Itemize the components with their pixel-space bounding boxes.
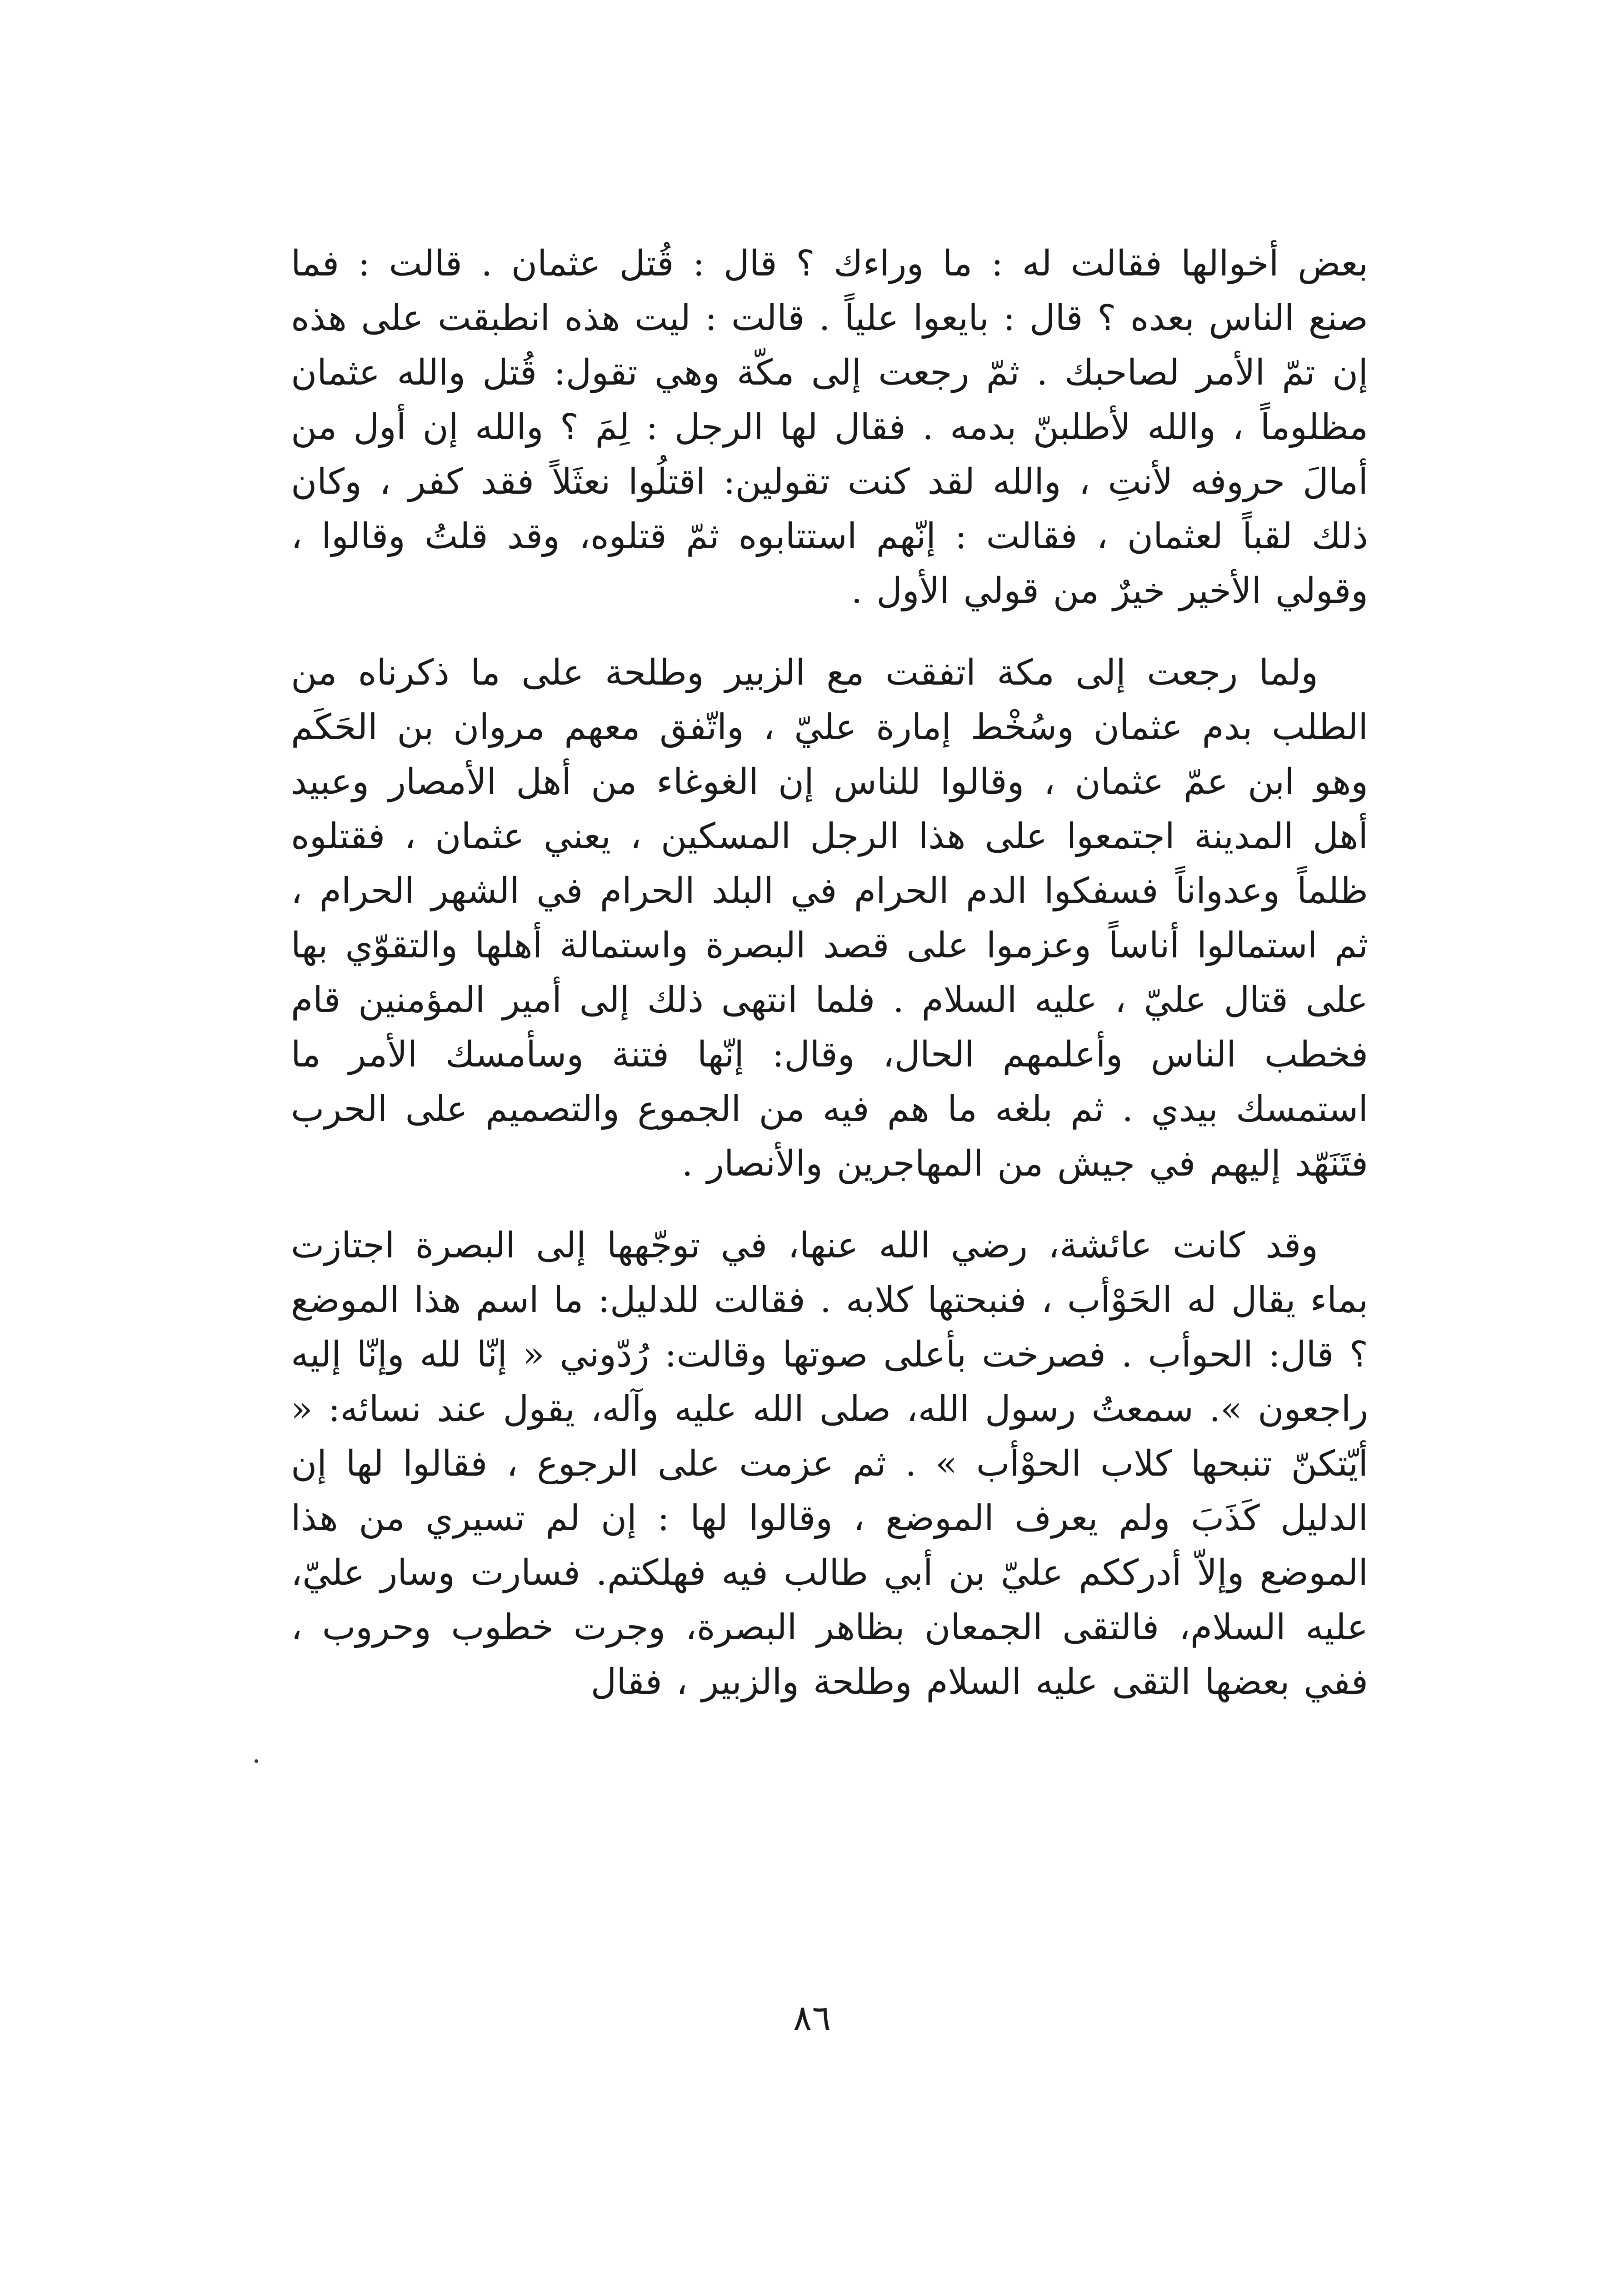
scan-speck (255, 1759, 258, 1763)
paragraph-1: بعض أخوالها فقالت له : ما وراءك ؟ قال : قُتل عثمان . قالت : فما صنع الناس بعده ؟ قال : بايعوا علياً . قالت : ليت هذه انطبقت على هذه إن تمّ الأمر لصاحبك . ثمّ رجعت إلى مكّة وهي تقول: قُتل والله عثمان مظلوماً ، والله لأطلبنّ بدمه . فقال لها الرجل : لِمَ ؟ والله إن أول من أمالَ حروفه لأنتِ ، والله لقد كنت تقولين: اقتلُوا نعثَلاً فقد كفر ، وكان ذلك لقباً لعثمان ، فقالت : إنّهم استتابوه ثمّ قتلوه، وقد قلتُ وقالوا ، وقولي الأخير خيرٌ من قولي الأول . (291, 243, 1368, 611)
page-number: ٨٦ (793, 1998, 831, 2039)
paragraph-3: وقد كانت عائشة، رضي الله عنها، في توجّهها إلى البصرة اجتازت بماء يقال له الحَوْأب ، فنبحتها كلابه . فقالت للدليل: ما اسم هذا الموضع ؟ قال: الحوأب . فصرخت بأعلى صوتها وقالت: رُدّوني « إنّا لله وإنّا إليه راجعون ». سمعتُ رسول الله، صلى الله عليه وآله، يقول عند نسائه: « أيّتكنّ تنبحها كلاب الحوْأب » . ثم عزمت على الرجوع ، فقالوا لها إن الدليل كَذَبَ ولم يعرف الموضع ، وقالوا لها : إن لم تسيري من هذا الموضع وإلاّ أدرككم عليّ بن أبي طالب فيه فهلكتم. فسارت وسار عليّ، عليه السلام، فالتقى الجمعان بظاهر البصرة، وجرت خطوب وحروب ، ففي بعضها التقى عليه السلام وطلحة والزبير ، فقال (291, 1225, 1368, 1702)
paragraph-2: ولما رجعت إلى مكة اتفقت مع الزبير وطلحة على ما ذكرناه من الطلب بدم عثمان وسُخْط إمارة عليّ ، واتّفق معهم مروان بن الحَكَم وهو ابن عمّ عثمان ، وقالوا للناس إن الغوغاء من أهل الأمصار وعبيد أهل المدينة اجتمعوا على هذا الرجل المسكين ، يعني عثمان ، فقتلوه ظلماً وعدواناً فسفكوا الدم الحرام في البلد الحرام في الشهر الحرام ، ثم استمالوا أناساً وعزموا على قصد البصرة واستمالة أهلها والتقوّي بها على قتال عليّ ، عليه السلام . فلما انتهى ذلك إلى أمير المؤمنين قام فخطب الناس وأعلمهم الحال، وقال: إنّها فتنة وسأمسك الأمر ما استمسك بيدي . ثم بلغه ما هم فيه من الجموع والتصميم على الحرب فتَنَهّد إليهم في جيش من المهاجرين والأنصار . (291, 652, 1369, 1184)
page-body (291, 236, 1368, 1737)
